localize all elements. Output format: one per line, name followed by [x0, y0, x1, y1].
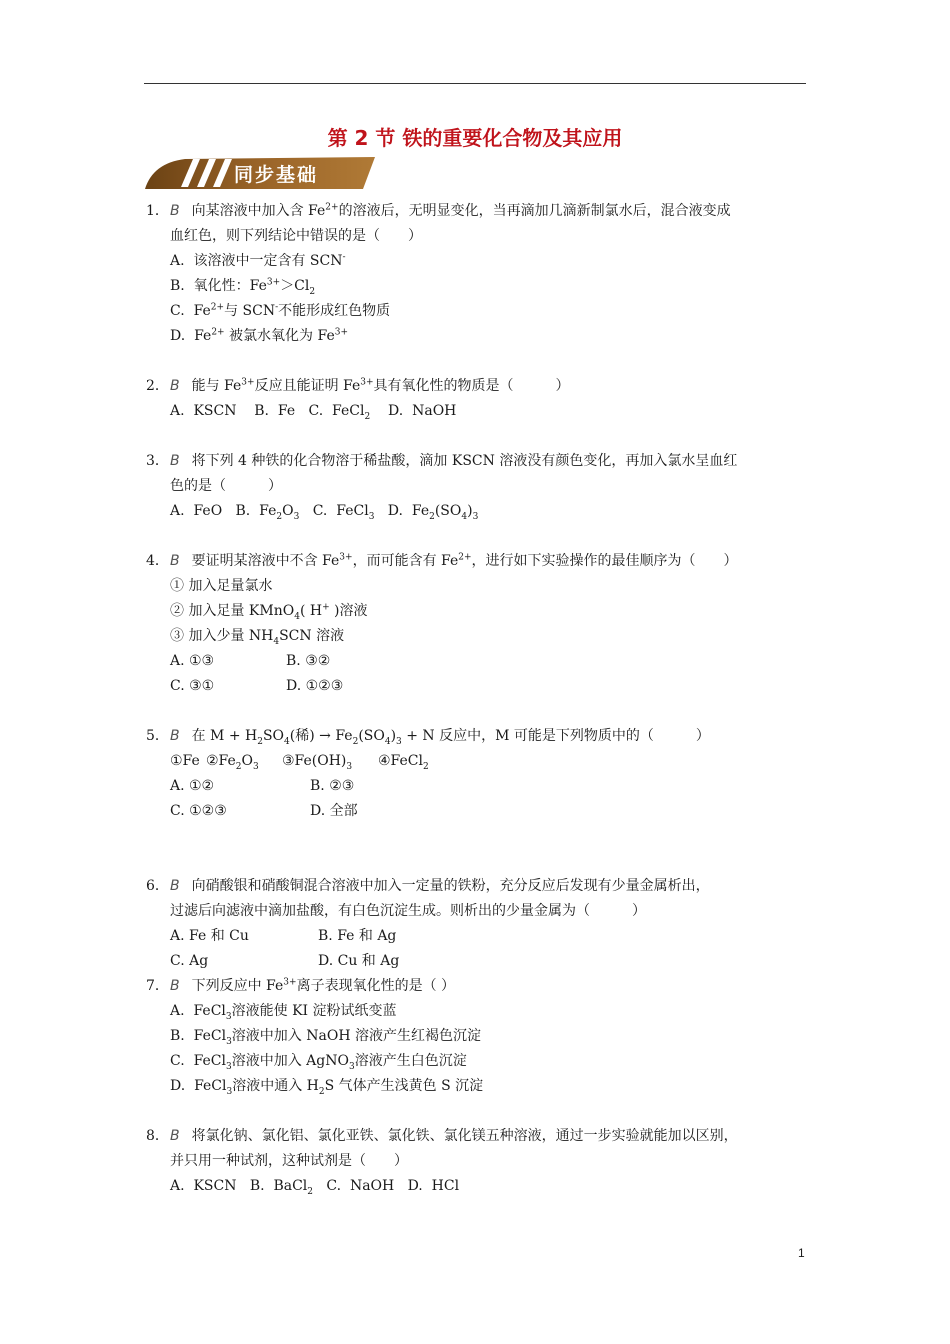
- difficulty-mark: B: [170, 553, 180, 569]
- options-row: [146, 924, 810, 949]
- option-text: C. Fe: [170, 303, 211, 319]
- option-d: D. Cu 和 Ag: [318, 953, 400, 969]
- substance-text: ③Fe(OH): [282, 753, 347, 769]
- option-text: B. FeCl: [170, 1028, 227, 1044]
- superscript: 2+: [210, 302, 225, 313]
- subscript: 3: [253, 761, 259, 772]
- option-text: D. Fe: [170, 328, 212, 344]
- stem-text: 将下列 4 种铁的化合物溶于稀盐酸，滴加 KSCN 溶液没有颜色变化，再加入氯水呈血红: [191, 453, 738, 469]
- option-d: D. 全部: [310, 803, 358, 819]
- spacer: [146, 824, 810, 874]
- substance-1: ①Fe: [170, 753, 200, 769]
- stem-text: (稀) → Fe: [289, 728, 353, 744]
- step-1: ① 加入足量氯水: [170, 578, 273, 594]
- spacer: [146, 699, 810, 724]
- option-d: D. ①②③: [286, 678, 344, 694]
- subscript: 2: [318, 1086, 325, 1097]
- stem-text: 具有氧化性的物质是（ ）: [373, 378, 570, 394]
- subscript: 3: [226, 1061, 232, 1072]
- options-row: [146, 1174, 810, 1199]
- option-a: A. ①②: [170, 778, 215, 794]
- option-text: ): [467, 503, 473, 519]
- subscript: 3: [396, 736, 402, 747]
- substance-3: [282, 749, 378, 774]
- subscript: 2: [429, 511, 435, 522]
- stem-text: ，进行如下实验操作的最佳顺序为（ ）: [471, 553, 738, 569]
- difficulty-mark: B: [170, 378, 180, 394]
- stem-text: 下列反应中 Fe: [191, 978, 284, 994]
- option-text: O: [282, 503, 294, 519]
- substance-text: O: [241, 753, 254, 769]
- subscript: 2: [257, 736, 263, 747]
- superscript: 2+: [325, 202, 339, 213]
- option-b: [146, 274, 810, 299]
- superscript: -: [342, 252, 346, 263]
- question-number: 7．: [146, 978, 169, 994]
- subscript: 3: [346, 761, 353, 772]
- subscript: 2: [352, 736, 359, 747]
- option-b: B. ③②: [286, 653, 331, 669]
- subscript: 2: [276, 511, 283, 522]
- option-c: C. ③①: [170, 678, 215, 694]
- option-text: A. KSCN B. BaCl: [170, 1178, 308, 1194]
- question-number: 4．: [146, 553, 169, 569]
- option-text: D. FeCl: [170, 1078, 227, 1094]
- subscript: 2: [364, 411, 371, 422]
- subscript: 2: [235, 761, 242, 772]
- options-row: [146, 649, 810, 674]
- substance-text: ④FeCl: [378, 753, 423, 769]
- question-4: [146, 549, 810, 699]
- subscript: 4: [284, 736, 290, 747]
- option-c: C. ①②③: [170, 803, 227, 819]
- stem-continuation: 血红色，则下列结论中错误的是（ ）: [170, 228, 422, 244]
- option-text: 溶液中通入 H: [232, 1078, 319, 1094]
- option-text: A. KSCN B. Fe C. FeCl: [170, 403, 365, 419]
- difficulty-mark: B: [170, 453, 180, 469]
- question-stem: [146, 374, 810, 399]
- option-text: C. FeCl: [299, 503, 369, 519]
- step-text: )溶液: [329, 603, 368, 619]
- question-number: 8．: [146, 1128, 169, 1144]
- question-stem: [146, 199, 810, 224]
- option-b: B. Fe 和 Ag: [318, 928, 397, 944]
- superscript: -: [275, 302, 279, 313]
- question-number: 5．: [146, 728, 169, 744]
- spacer: [146, 524, 810, 549]
- step-text: ( H: [299, 603, 323, 619]
- option-d: [146, 1074, 810, 1099]
- question-stem: [146, 449, 810, 474]
- question-stem: [146, 549, 810, 574]
- superscript: 2+: [458, 552, 472, 563]
- option-text: 被氯水氧化为 Fe: [224, 328, 335, 344]
- superscript: 3+: [283, 977, 297, 988]
- header-rule: [144, 83, 806, 84]
- option-text: 溶液中加入 NaOH 溶液产生红褐色沉淀: [231, 1028, 481, 1044]
- superscript: 3+: [339, 552, 353, 563]
- superscript: 3+: [334, 327, 349, 338]
- section-banner: [145, 153, 375, 191]
- spacer: [146, 1099, 810, 1124]
- option-text: D. NaOH: [370, 403, 457, 419]
- stem-continuation: 色的是（ ）: [170, 478, 282, 494]
- step-text: ② 加入足量 KMnO: [170, 603, 295, 619]
- stem-text: 反应且能证明 Fe: [254, 378, 361, 394]
- options-row: [146, 774, 810, 799]
- spacer: [146, 349, 810, 374]
- option-c: C. Ag: [170, 953, 209, 969]
- subscript: 3: [368, 511, 375, 522]
- stem-text: SO: [262, 728, 285, 744]
- difficulty-mark: B: [170, 978, 180, 994]
- option-text: (SO: [434, 503, 462, 519]
- question-number: 6．: [146, 878, 169, 894]
- superscript: +: [322, 602, 330, 613]
- question-3: [146, 449, 810, 524]
- options-row: [146, 949, 810, 974]
- option-text: C. NaOH D. HCl: [313, 1178, 460, 1194]
- subscript: 4: [461, 511, 468, 522]
- page-title: 第 2 节 铁的重要化合物及其应用: [327, 126, 623, 150]
- step-2: [146, 599, 810, 624]
- stem-text: 在 M + H: [191, 728, 258, 744]
- question-stem: [146, 874, 810, 899]
- subscript: 2: [309, 286, 316, 297]
- options-row: [146, 799, 810, 824]
- question-number: 2．: [146, 378, 169, 394]
- question-5: [146, 724, 810, 824]
- option-a: [146, 999, 810, 1024]
- option-text: D. Fe: [374, 503, 430, 519]
- stem-text: 向硝酸银和硝酸铜混合溶液中加入一定量的铁粉，充分反应后发现有少量金属析出，: [191, 878, 710, 894]
- options-row: [146, 499, 810, 524]
- stem-text: 将氯化钠、氯化铝、氯化亚铁、氯化铁、氯化镁五种溶液，通过一步实验就能加以区别，: [191, 1128, 738, 1144]
- option-c: [146, 299, 810, 324]
- spacer: [146, 424, 810, 449]
- question-list: [146, 199, 810, 1199]
- substance-4: [378, 749, 429, 774]
- stem-text: ，而可能含有 Fe: [352, 553, 459, 569]
- superscript: 3+: [241, 377, 255, 388]
- option-text: 不能形成红色物质: [278, 303, 391, 319]
- question-1: [146, 199, 810, 349]
- options-row: [146, 399, 810, 424]
- subscript: 3: [472, 511, 479, 522]
- superscript: 3+: [360, 377, 374, 388]
- stem-continuation: 并只用一种试剂，这种试剂是（ ）: [170, 1153, 408, 1169]
- page-number: 1: [798, 1246, 805, 1260]
- superscript: 3+: [266, 277, 281, 288]
- subscript: 3: [293, 511, 300, 522]
- option-d: [146, 324, 810, 349]
- question-7: [146, 974, 810, 1099]
- stem-text: 要证明某溶液中不含 Fe: [191, 553, 340, 569]
- subscript: 3: [225, 1011, 232, 1022]
- subscript: 3: [348, 1061, 355, 1072]
- question-stem: [146, 724, 810, 749]
- substance-list: [146, 749, 810, 774]
- option-a: A. Fe 和 Cu: [170, 928, 249, 944]
- stem-text: 的溶液后，无明显变化，当再滴加几滴新制氯水后，混合液变成: [338, 203, 731, 219]
- difficulty-mark: B: [170, 728, 180, 744]
- stem-text: 向某溶液中加入含 Fe: [191, 203, 326, 219]
- difficulty-mark: B: [170, 878, 180, 894]
- difficulty-mark: B: [170, 203, 180, 219]
- option-a: A. ①③: [170, 653, 215, 669]
- superscript: 2+: [211, 327, 225, 338]
- option-text: 溶液能使 KI 淀粉试纸变蓝: [231, 1003, 397, 1019]
- option-text: 溶液中加入 AgNO: [231, 1053, 349, 1069]
- options-row: [146, 674, 810, 699]
- step-text: ③ 加入少量 NH: [170, 628, 274, 644]
- question-2: [146, 374, 810, 424]
- option-text: A. FeO B. Fe: [170, 503, 277, 519]
- option-text: B. 氧化性：Fe: [170, 278, 267, 294]
- section-banner-label: 同步基础: [234, 164, 319, 186]
- question-6: [146, 874, 810, 974]
- option-text: C. FeCl: [170, 1053, 226, 1069]
- question-number: 3．: [146, 453, 169, 469]
- step-3: [146, 624, 810, 649]
- option-text: A. FeCl: [170, 1003, 226, 1019]
- option-text: ＞Cl: [280, 278, 310, 294]
- question-stem: [146, 1124, 810, 1149]
- stem-text: + N 反应中，M 可能是下列物质中的（ ）: [401, 728, 710, 744]
- substance-text: ②Fe: [206, 753, 236, 769]
- subscript: 2: [307, 1186, 314, 1197]
- option-a: [146, 249, 810, 274]
- substance-2: [206, 749, 282, 774]
- stem-text: (SO: [358, 728, 385, 744]
- question-8: [146, 1124, 810, 1199]
- option-text: S 气体产生浅黄色 S 沉淀: [324, 1078, 484, 1094]
- step-text: SCN 溶液: [279, 628, 345, 644]
- option-text: 与 SCN: [224, 303, 276, 319]
- stem-text: ): [390, 728, 397, 744]
- stem-continuation: 过滤后向滤液中滴加盐酸，有白色沉淀生成。则析出的少量金属为（ ）: [170, 903, 646, 919]
- subscript: 3: [226, 1036, 232, 1047]
- subscript: 2: [422, 761, 429, 772]
- subscript: 4: [273, 636, 280, 647]
- subscript: 4: [294, 611, 300, 622]
- option-text: A. 该溶液中一定含有 SCN: [170, 253, 343, 269]
- subscript: 3: [226, 1086, 233, 1097]
- option-text: 溶液产生白色沉淀: [354, 1053, 467, 1069]
- option-b: B. ②③: [310, 778, 355, 794]
- difficulty-mark: B: [170, 1128, 180, 1144]
- stem-text: 能与 Fe: [191, 378, 242, 394]
- question-stem: [146, 974, 810, 999]
- option-b: [146, 1024, 810, 1049]
- option-c: [146, 1049, 810, 1074]
- stem-text: 离子表现氧化性的是（ ）: [296, 978, 456, 994]
- subscript: 4: [384, 736, 391, 747]
- question-number: 1．: [146, 203, 169, 219]
